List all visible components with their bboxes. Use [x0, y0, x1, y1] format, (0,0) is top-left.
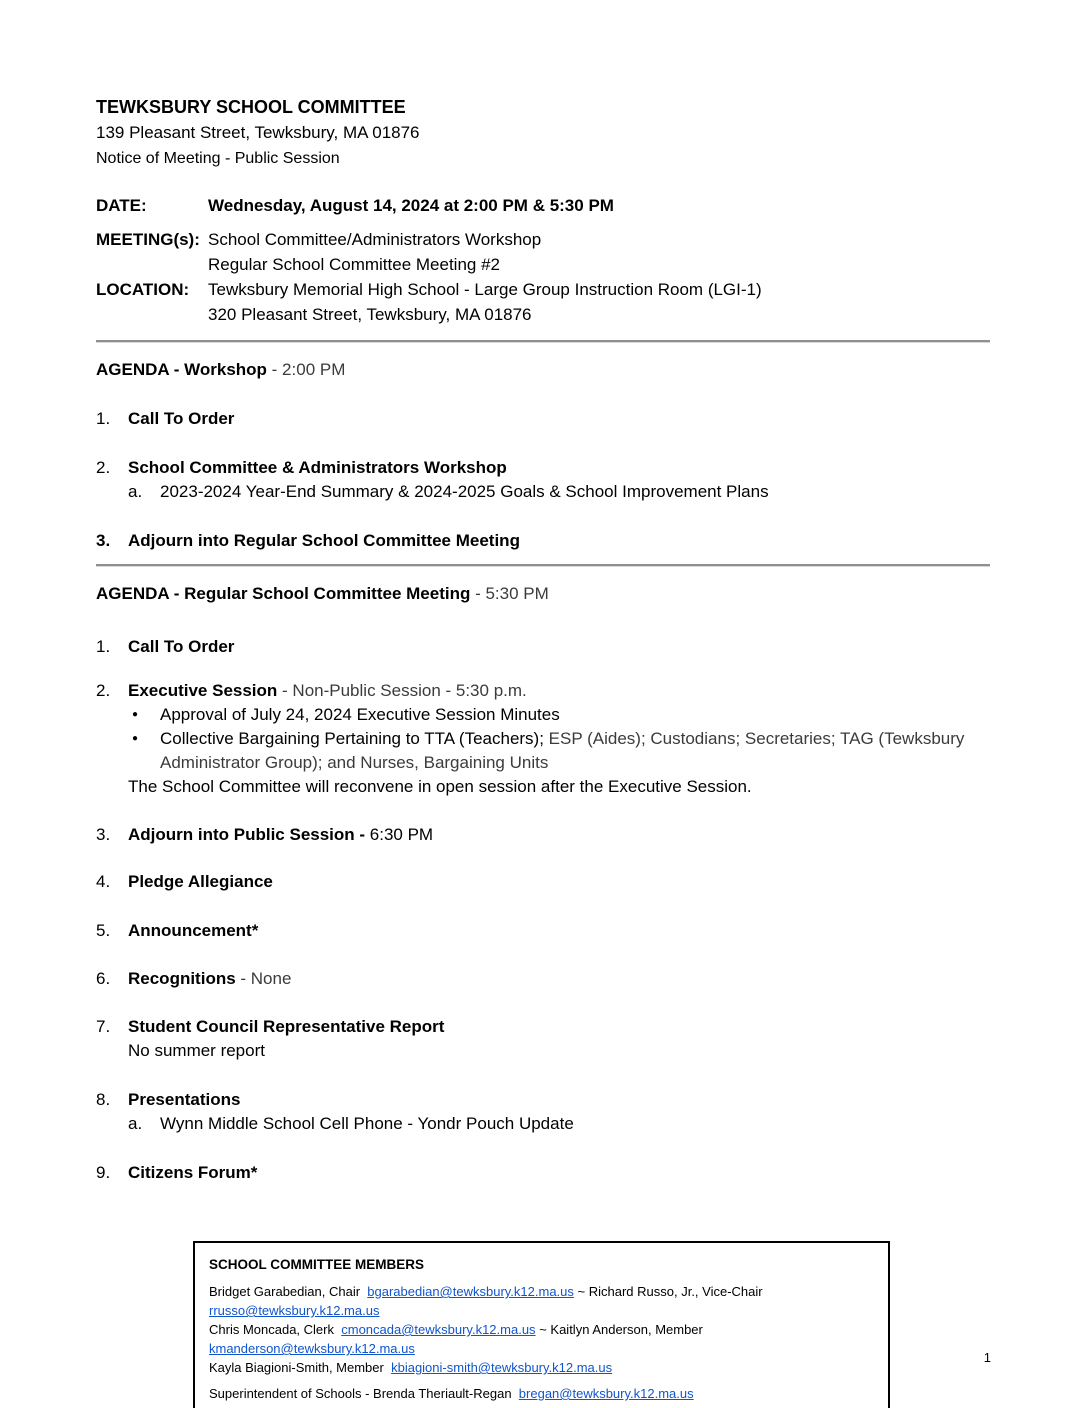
section-divider [96, 564, 990, 567]
item-number: 1. [96, 409, 111, 428]
member-email-link[interactable]: cmoncada@tewksbury.k12.ma.us [341, 1322, 536, 1337]
item-number: 8. [96, 1090, 111, 1109]
item-title-rest: - None [235, 969, 292, 988]
superintendent-email-link[interactable]: bregan@tewksbury.k12.ma.us [518, 1386, 694, 1401]
agenda-item [96, 456, 990, 504]
agenda-item [96, 635, 990, 659]
members-line-1 [209, 1282, 874, 1320]
item-number: 2. [96, 681, 111, 700]
bullet-text [160, 727, 964, 775]
member-email-link[interactable]: kbiagioni-smith@tewksbury.k12.ma.us [391, 1360, 613, 1375]
agenda-item [96, 919, 990, 943]
agenda-item [96, 529, 990, 553]
agenda-item [96, 823, 990, 847]
item-title: Announcement* [128, 921, 259, 940]
meetings-row-2 [96, 252, 990, 277]
item-title: Student Council Representative Report [128, 1017, 445, 1036]
item-number: 2. [96, 458, 111, 477]
agenda-item [96, 1161, 990, 1185]
item-number: 4. [96, 872, 111, 891]
member-email-link[interactable]: kmanderson@tewksbury.k12.ma.us [209, 1341, 415, 1356]
date-row [96, 193, 990, 218]
agenda-item [96, 679, 990, 799]
agenda-item [96, 407, 990, 431]
location-label: LOCATION: [96, 280, 190, 299]
item-title-rest: 6:30 PM [365, 825, 434, 844]
regular-agenda-title [96, 582, 990, 606]
item-note: No summer report [128, 1041, 265, 1060]
members-title: SCHOOL COMMITTEE MEMBERS [209, 1257, 425, 1272]
member-name: Chris Moncada, Clerk [209, 1322, 334, 1337]
item-title: Adjourn into Public Session - [128, 825, 366, 844]
bullet-item [132, 703, 990, 727]
bullet-icon: ● [132, 709, 139, 720]
meeting-line-2: Regular School Committee Meeting #2 [208, 255, 500, 274]
item-title: Presentations [128, 1090, 241, 1109]
agenda-title-text: AGENDA - Workshop [96, 360, 267, 379]
item-title-rest: - Non-Public Session - 5:30 p.m. [277, 681, 527, 700]
item-number: 5. [96, 921, 111, 940]
agenda-item [96, 967, 990, 991]
item-title: Call To Order [128, 637, 235, 656]
item-title: Adjourn into Regular School Committee Meeting [128, 531, 520, 550]
date-value: Wednesday, August 14, 2024 at 2:00 PM & 5:30 PM [208, 196, 614, 215]
superintendent-name: Superintendent of Schools - Brenda Theriault-Regan [209, 1386, 512, 1401]
member-name: Richard Russo, Jr., Vice-Chair [588, 1284, 763, 1299]
member-name: Kayla Biagioni-Smith, Member [209, 1360, 384, 1375]
date-label: DATE: [96, 196, 147, 215]
member-email-link[interactable]: bgarabedian@tewksbury.k12.ma.us [367, 1284, 574, 1299]
agenda-item [96, 1015, 990, 1063]
item-title: School Committee & Administrators Workshop [128, 458, 507, 477]
member-name: Bridget Garabedian, Chair [209, 1284, 361, 1299]
item-title: Call To Order [128, 409, 235, 428]
location-line-2: 320 Pleasant Street, Tewksbury, MA 01876 [208, 305, 532, 324]
bullet-text: Approval of July 24, 2024 Executive Session Minutes [160, 705, 560, 724]
subitem-text: 2023-2024 Year-End Summary & 2024-2025 Goals & School Improvement Plans [160, 482, 769, 501]
members-line-3 [209, 1358, 874, 1377]
item-number: 7. [96, 1017, 111, 1036]
bullet-icon: ● [132, 733, 139, 744]
member-email-link[interactable]: rrusso@tewksbury.k12.ma.us [209, 1303, 380, 1318]
meetings-label: MEETING(s): [96, 230, 200, 249]
org-title: TEWKSBURY SCHOOL COMMITTEE [96, 97, 406, 117]
agenda-title-time: - 5:30 PM [470, 584, 549, 603]
bullet-text-light: ESP (Aides); Custodians; Secretaries; TAG (Tewksbury [543, 729, 965, 748]
org-address: 139 Pleasant Street, Tewksbury, MA 01876 [96, 123, 420, 142]
item-note: The School Committee will reconvene in open session after the Executive Session. [128, 777, 752, 796]
item-number: 3. [96, 531, 111, 550]
member-name: Kaitlyn Anderson, Member [550, 1322, 703, 1337]
bullet-text-dark: Collective Bargaining Pertaining to TTA (Teachers); [160, 729, 544, 748]
location-row [96, 277, 990, 302]
agenda-title-text: AGENDA - Regular School Committee Meeting [96, 584, 471, 603]
workshop-agenda-title [96, 358, 990, 382]
item-title: Pledge Allegiance [128, 872, 273, 891]
agenda-item [96, 1088, 990, 1136]
item-number: 9. [96, 1163, 111, 1182]
subitem-letter: a. [128, 482, 143, 501]
subitem-letter: a. [128, 1114, 143, 1133]
bullet-item [132, 727, 990, 775]
tilde-separator: ~ [539, 1322, 551, 1337]
subitem-text: Wynn Middle School Cell Phone - Yondr Pouch Update [160, 1114, 574, 1133]
item-number: 6. [96, 969, 111, 988]
item-title: Executive Session [128, 681, 278, 700]
bullet-text-light-2: Administrator Group); and Nurses, Bargaining Units [160, 753, 549, 772]
item-number: 3. [96, 825, 111, 844]
location-row-2 [96, 302, 990, 327]
item-subitem [128, 1112, 990, 1136]
superintendent-line [209, 1384, 874, 1403]
location-line-1: Tewksbury Memorial High School - Large Group Instruction Room (LGI-1) [208, 280, 762, 299]
meeting-info [96, 193, 990, 327]
notice-line: Notice of Meeting - Public Session [96, 150, 340, 167]
page-number: 1 [983, 1350, 991, 1365]
agenda-title-time: - 2:00 PM [266, 360, 346, 379]
members-line-2 [209, 1320, 874, 1358]
tilde-separator: ~ [577, 1284, 589, 1299]
item-subitem [128, 480, 990, 504]
meetings-row [96, 227, 990, 252]
item-title: Citizens Forum* [128, 1163, 258, 1182]
agenda-item [96, 870, 990, 894]
item-number: 1. [96, 637, 111, 656]
section-divider [96, 340, 990, 343]
document-content [96, 94, 990, 1408]
item-title: Recognitions [128, 969, 236, 988]
members-box [193, 1241, 890, 1408]
meeting-line-1: School Committee/Administrators Workshop [208, 230, 542, 249]
